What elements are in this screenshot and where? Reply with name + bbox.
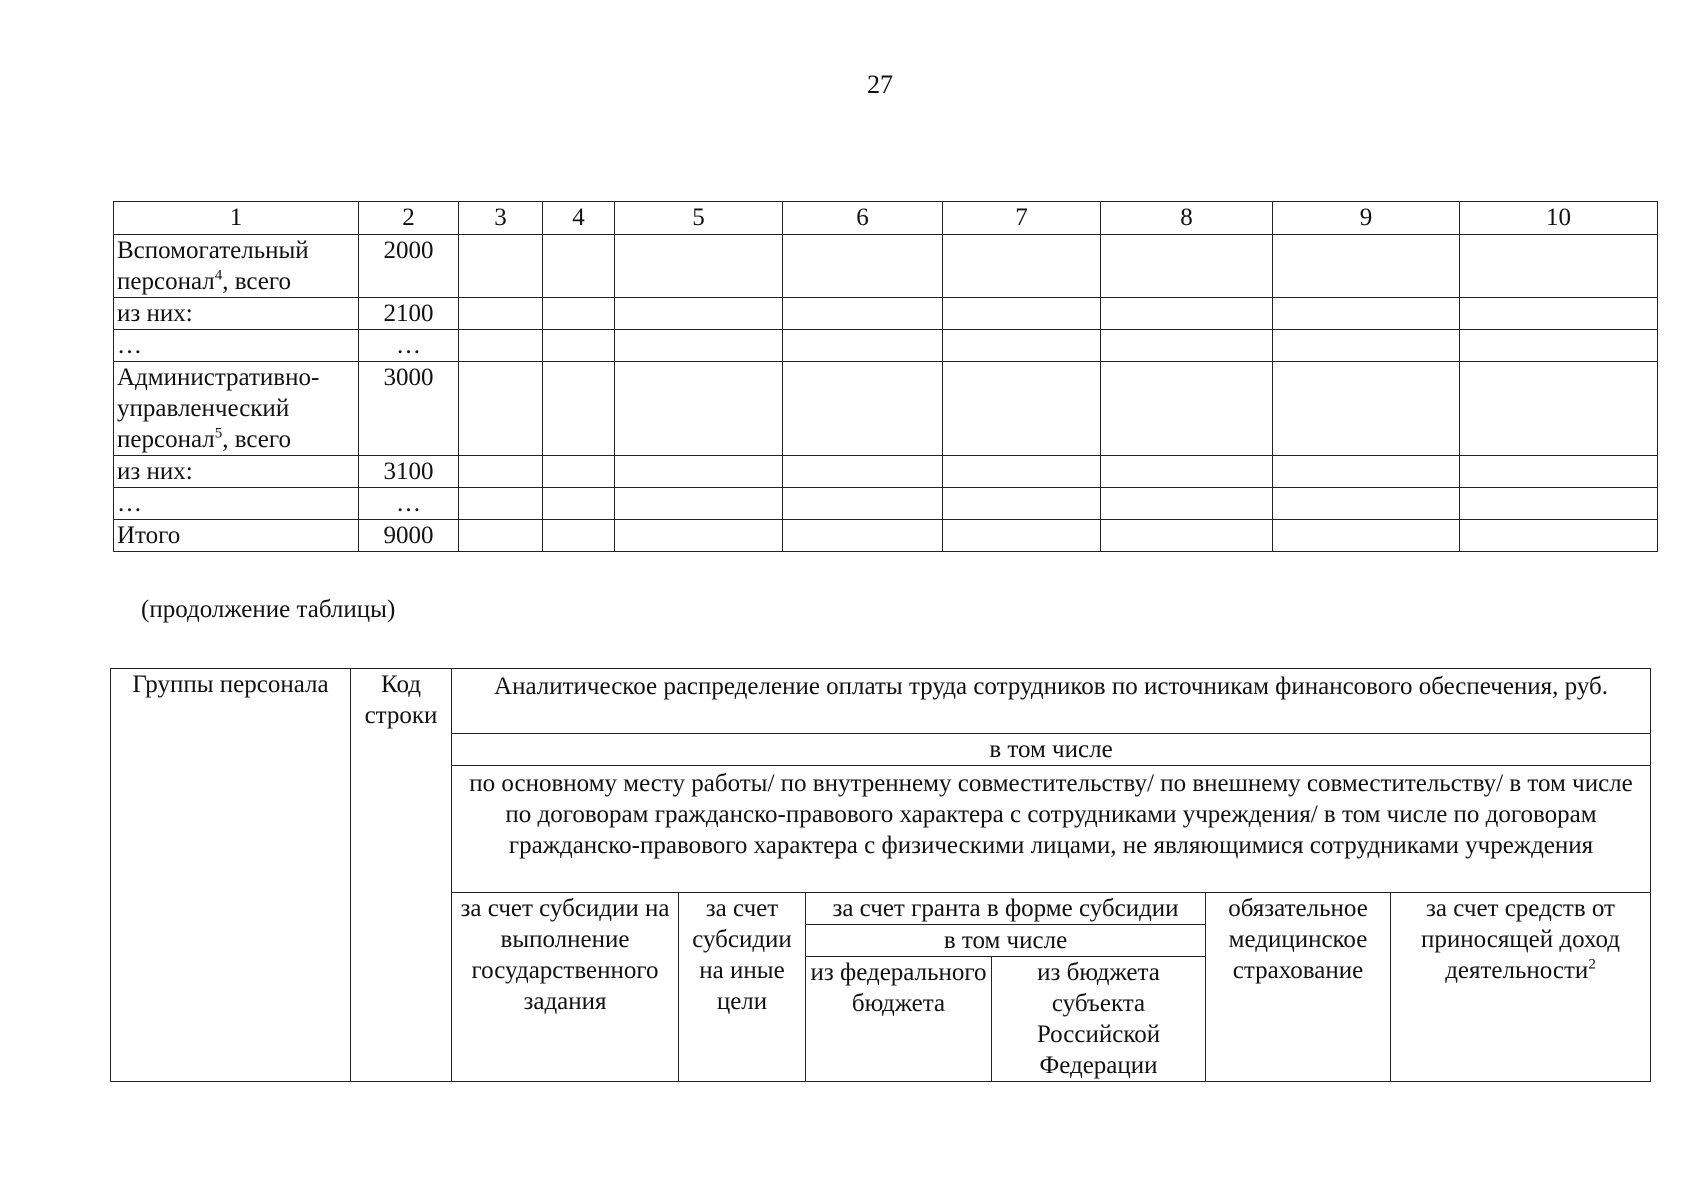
empty-value-cell [1273, 520, 1460, 552]
header-regional-budget: из бюджета субъекта Российской Федерации [992, 957, 1206, 1082]
table-row [114, 456, 1658, 488]
row-label-suffix: , всего [222, 426, 292, 453]
empty-value-cell [459, 488, 543, 520]
empty-value-cell [783, 362, 943, 456]
header-analytic-distribution: Аналитическое распределение оплаты труда сотрудников по источникам финансового обеспечения, руб. [452, 669, 1651, 734]
empty-value-cell [1273, 330, 1460, 362]
continuation-label: (продолжение таблицы) [141, 596, 396, 623]
row-code: 9000 [359, 520, 459, 552]
empty-value-cell [1273, 298, 1460, 330]
row-label-cell [114, 456, 359, 488]
row-code: 3100 [359, 456, 459, 488]
empty-value-cell [943, 235, 1101, 298]
header-grant-in-total: в том числе [806, 925, 1206, 957]
empty-value-cell [1460, 362, 1658, 456]
empty-value-cell [1273, 456, 1460, 488]
empty-value-cell [615, 456, 783, 488]
row-label-cell [114, 362, 359, 456]
table-row [114, 330, 1658, 362]
row-label: Итого [117, 522, 181, 549]
header-subsidy-state-task: за счет субсидии на выполнение государственного задания [452, 893, 679, 1082]
empty-value-cell [943, 456, 1101, 488]
empty-value-cell [543, 235, 615, 298]
header-medical-insurance: обязательное медицинское страхование [1206, 893, 1391, 1082]
header-federal-budget: из федерального бюджета [806, 957, 992, 1082]
column-number-cell: 4 [543, 202, 615, 235]
empty-value-cell [543, 362, 615, 456]
empty-value-cell [783, 330, 943, 362]
empty-value-cell [459, 235, 543, 298]
row-code: 2000 [359, 235, 459, 298]
empty-value-cell [459, 456, 543, 488]
table-row [114, 235, 1658, 298]
empty-value-cell [783, 488, 943, 520]
empty-value-cell [1101, 362, 1273, 456]
column-number-cell: 2 [359, 202, 459, 235]
table-row [114, 520, 1658, 552]
header-subsidy-other: за счет субсидии на иные цели [679, 893, 806, 1082]
empty-value-cell [615, 235, 783, 298]
empty-value-cell [1101, 456, 1273, 488]
empty-value-cell [783, 520, 943, 552]
empty-value-cell [943, 520, 1101, 552]
column-number-cell: 5 [615, 202, 783, 235]
empty-value-cell [1101, 330, 1273, 362]
row-label-cell [114, 488, 359, 520]
empty-value-cell [1101, 235, 1273, 298]
empty-value-cell [1273, 488, 1460, 520]
header-income-activity [1391, 893, 1651, 1082]
empty-value-cell [1460, 235, 1658, 298]
column-number-cell: 10 [1460, 202, 1658, 235]
empty-value-cell [1460, 298, 1658, 330]
row-code: 2100 [359, 298, 459, 330]
empty-value-cell [783, 298, 943, 330]
column-number-cell: 3 [459, 202, 543, 235]
row-code: 3000 [359, 362, 459, 456]
row-label-cell [114, 235, 359, 298]
row-code: … [359, 488, 459, 520]
empty-value-cell [543, 330, 615, 362]
row-code: … [359, 330, 459, 362]
empty-value-cell [459, 520, 543, 552]
footnote-mark: 5 [214, 425, 223, 442]
column-number-cell: 9 [1273, 202, 1460, 235]
empty-value-cell [1460, 488, 1658, 520]
empty-value-cell [459, 362, 543, 456]
empty-value-cell [615, 298, 783, 330]
column-number-cell: 1 [114, 202, 359, 235]
empty-value-cell [1460, 456, 1658, 488]
header-in-total: в том числе [452, 734, 1651, 766]
empty-value-cell [783, 456, 943, 488]
table-row [114, 362, 1658, 456]
empty-value-cell [1273, 362, 1460, 456]
empty-value-cell [459, 330, 543, 362]
empty-value-cell [943, 298, 1101, 330]
empty-value-cell [543, 488, 615, 520]
row-label-suffix: , всего [222, 268, 292, 295]
footnote-mark: 2 [1588, 956, 1596, 973]
header-grant-subsidy: за счет гранта в форме субсидии [806, 893, 1206, 925]
header-income-activity-text: за счет средств от приносящей доход деятельности [1421, 895, 1620, 984]
table-row [114, 488, 1658, 520]
empty-value-cell [543, 456, 615, 488]
empty-value-cell [943, 488, 1101, 520]
row-label: … [117, 332, 142, 359]
empty-value-cell [783, 235, 943, 298]
row-label: Вспомогательный персонал [117, 237, 309, 295]
row-label-cell [114, 330, 359, 362]
column-number-cell: 6 [783, 202, 943, 235]
continuation-header-table [110, 668, 1651, 1082]
row-label: из них: [117, 458, 193, 485]
header-employment-types: по основному месту работы/ по внутреннему совместительству/ по внешнему совместительству/ в том числе по договорам гражданско-правового характера с сотрудниками учреждения/ в том числе по договорам гражданско-правового характера с физическими лицами, не являющимися сотрудниками учреждения [452, 766, 1651, 893]
empty-value-cell [615, 330, 783, 362]
empty-value-cell [615, 488, 783, 520]
row-label: из них: [117, 300, 193, 327]
staff-table [113, 201, 1658, 552]
empty-value-cell [943, 330, 1101, 362]
row-label: … [117, 490, 142, 517]
row-label: Административно-управленческий персонал [117, 364, 320, 453]
header-row-code: Код строки [351, 669, 452, 1082]
column-number-cell: 7 [943, 202, 1101, 235]
table-row [114, 298, 1658, 330]
empty-value-cell [1460, 330, 1658, 362]
empty-value-cell [943, 362, 1101, 456]
empty-value-cell [459, 298, 543, 330]
row-label-cell [114, 520, 359, 552]
empty-value-cell [1101, 298, 1273, 330]
header-staff-groups: Группы персонала [111, 669, 351, 1082]
footnote-mark: 4 [214, 267, 223, 284]
row-label-cell [114, 298, 359, 330]
page-number: 27 [867, 70, 893, 99]
empty-value-cell [1101, 488, 1273, 520]
empty-value-cell [1101, 520, 1273, 552]
empty-value-cell [543, 298, 615, 330]
empty-value-cell [1273, 235, 1460, 298]
empty-value-cell [1460, 520, 1658, 552]
empty-value-cell [615, 520, 783, 552]
empty-value-cell [543, 520, 615, 552]
empty-value-cell [615, 362, 783, 456]
column-number-row [114, 202, 1658, 235]
column-number-cell: 8 [1101, 202, 1273, 235]
